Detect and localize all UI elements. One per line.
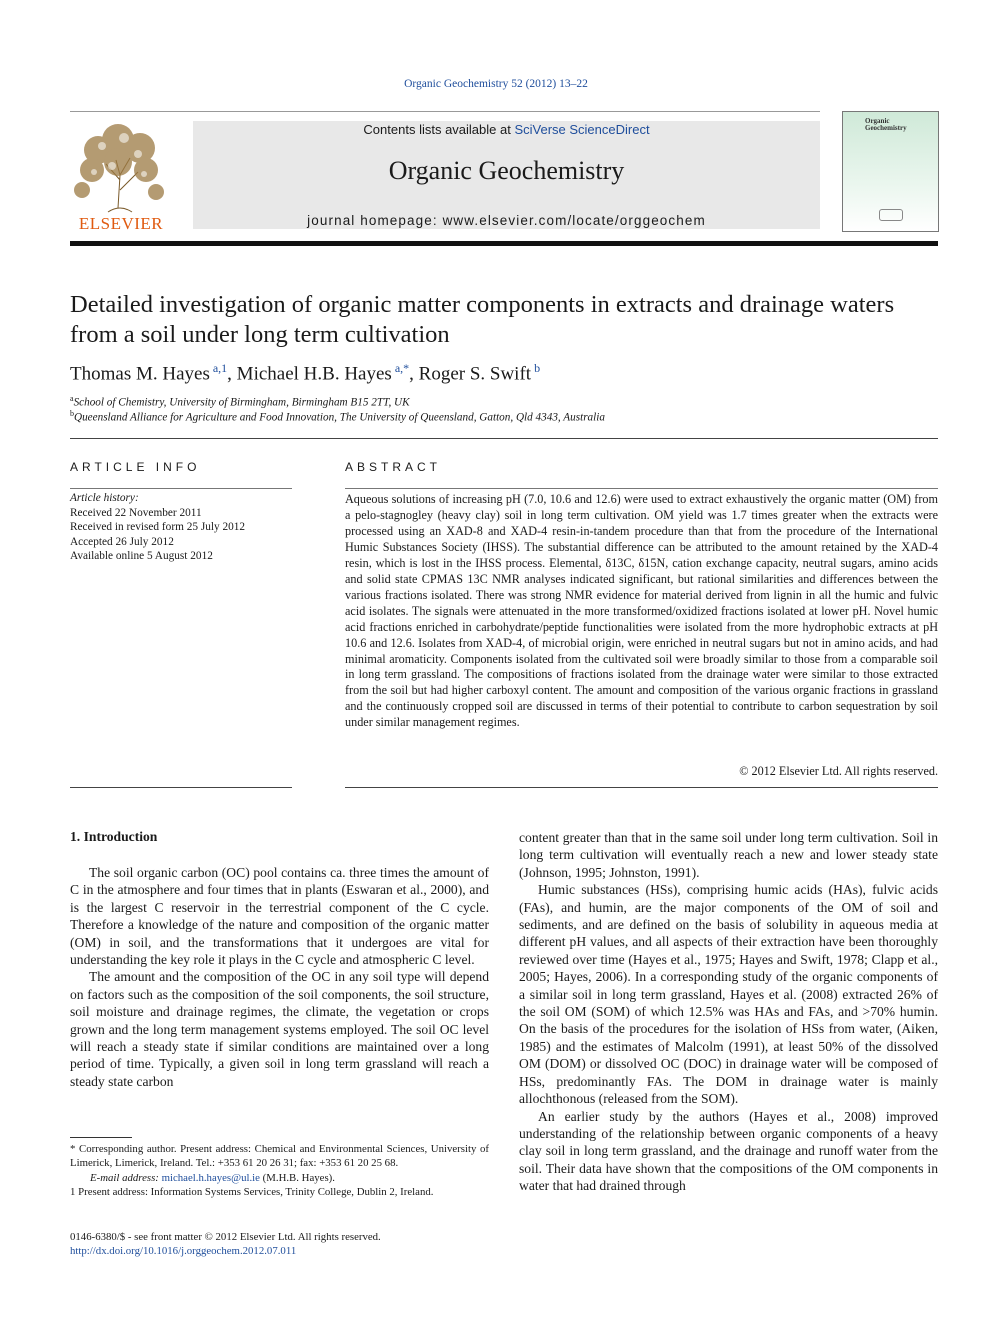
history-item: Received 22 November 2011 (70, 506, 202, 519)
body-paragraph: The amount and the composition of the OC in any soil type will depend on factors such as the composition of the soil components, the soil structure, soil moisture and drainage regimes, the climate, the vegetation or crops grown and the long term management systems employed. The soil OC level will reach a steady state if similar conditions are maintained over a long period of time. Typically, a given soil in long term grassland will reach a steady state carbon (70, 969, 489, 1089)
author-affiliation-marker[interactable]: b (531, 361, 541, 375)
contents-prefix: Contents lists available at (363, 122, 515, 137)
affiliation-key: a (70, 394, 74, 403)
header-divider (70, 111, 820, 112)
body-paragraph: An earlier study by the authors (Hayes et al., 2008) improved understanding of the relationship between organic components of a heavy clay soil in long term grassland, and the drainage and runoff water from the soil. Their data have shown that the compositions of the OM components in water that had drained through (519, 1108, 938, 1194)
abstract-bottom-divider (345, 787, 938, 788)
elsevier-logo (68, 120, 174, 232)
article-info-heading: ARTICLE INFO (70, 460, 201, 474)
cover-logo-icon (879, 209, 903, 221)
journal-name: Organic Geochemistry (388, 156, 625, 185)
body-left-column (70, 864, 489, 1090)
homepage-link[interactable]: www.elsevier.com/locate/orggeochem (442, 213, 706, 228)
contents-line (193, 122, 820, 137)
history-heading: Article history: (70, 492, 139, 504)
footnote-corresponding: * Corresponding author. Present address: Chemical and Environmental Sciences, University of Limerick, Limerick, Ireland. Tel.: +353 61 20 26 31; fax: +353 61 20 25 68. (70, 1143, 489, 1170)
abstract-copyright: © 2012 Elsevier Ltd. All rights reserved. (739, 764, 938, 778)
body-paragraph: The soil organic carbon (OC) pool contains ca. three times the amount of C in the atmosphere and four times that in plants (Eswaran et al., 2000), and is the largest C reservoir in the terrestrial component of the C cycle. Therefore a knowledge of the nature and composition of the organic matter (OM) in soil, and the transformations that it undergoes are vital for understanding the key role it plays in the C cycle and atmospheric C level. (70, 865, 489, 968)
affiliation-b (70, 409, 605, 424)
abstract-divider (345, 488, 938, 489)
author-email-link[interactable]: michael.h.hayes@ul.ie (161, 1171, 260, 1184)
body-paragraph: Humic substances (HSs), comprising humic acids (HAs), fulvic acids (FAs), and humin, are the major components of the OM of soil and sediments, and are defined on the basis of solubility in aqueous media at different pH values, and all aspects of their extraction have been thoroughly reviewed over time (Hayes et al., 1975; Hayes and Swift, 1978; Clapp et al., 2005; Hayes, 2006). In a corresponding study of the organic components of a similar soil in long term grassland, Hayes et al. (2008) extracted 26% of the soil OM (SOM) of which 12.5% was HAs and FAs, and >70% humin. On the basis of the procedures for the isolation of HSs from water, (Aiken, 1985) and the estimates of Malcolm (1991), at least 50% of the dissolved OM (DOM) or dissolved OC (DOC) in drainage water will be composed of HSs, predominantly FAs. The DOM in drainage water is mainly allochthonous (released from the SOM). (519, 882, 938, 1107)
author-affiliation-marker[interactable]: a,1 (209, 361, 228, 375)
author-separator: , (227, 363, 237, 385)
author-name: Roger S. Swift (418, 363, 532, 385)
email-label: E-mail address: (90, 1171, 162, 1184)
history-item: Received in revised form 25 July 2012 (70, 521, 246, 534)
body-right-column (519, 829, 938, 1195)
issn-line: 0146-6380/$ - see front matter © 2012 Elsevier Ltd. All rights reserved. (70, 1231, 381, 1243)
article-title: Detailed investigation of organic matter components in extracts and drainage waters from a soil under long term cultivation (70, 291, 895, 348)
section-heading-introduction: 1. Introduction (70, 829, 158, 844)
footnote-email (70, 1171, 489, 1185)
issn-block (70, 1230, 570, 1259)
article-info-divider (70, 488, 292, 489)
history-item: Accepted 26 July 2012 (70, 535, 174, 548)
author-affiliation-marker[interactable]: a,* (391, 361, 410, 375)
homepage-prefix: journal homepage: (307, 213, 443, 228)
article-info-bottom-divider (70, 787, 292, 788)
cover-title-line-2: Geochemistry (865, 124, 907, 132)
abstract-heading: ABSTRACT (345, 460, 442, 474)
affiliation-text: Queensland Alliance for Agriculture and Food Innovation, The University of Queensland, Gatton, Qld 4343, Australia (74, 411, 605, 424)
history-item: Available online 5 August 2012 (70, 550, 213, 563)
footnotes (70, 1142, 489, 1200)
author-name: Thomas M. Hayes (70, 363, 210, 385)
journal-citation-link[interactable]: Organic Geochemistry 52 (2012) 13–22 (404, 78, 588, 90)
elsevier-wordmark: ELSEVIER (78, 214, 164, 232)
author-separator: , (409, 363, 419, 385)
sciencedirect-link[interactable]: SciVerse ScienceDirect (514, 122, 650, 137)
body-paragraph: content greater than that in the same soil under long term cultivation. Soil in long term cultivation will eventually reach a new and lower steady state (Johnson, 1995; Johnston, 1991). (519, 830, 938, 880)
affiliation-text: School of Chemistry, University of Birmingham, Birmingham B15 2TT, UK (73, 396, 410, 409)
article-history (70, 491, 292, 564)
title-divider (70, 438, 938, 439)
footnote-divider (70, 1137, 132, 1138)
abstract-text: Aqueous solutions of increasing pH (7.0, 10.6 and 12.6) were used to extract exhaustively the organic matter (OM) from a pelo-stagnogley (heavy clay) soil in long term cultivation. OM yield was 1.7 times greater when the extracts were processed using an XAD-8 and XAD-4 resin-in-tandem procedure than that from the procedure of the International Humic Substances Society (IHSS). The substantial difference can be attributed to the amount retained by the XAD-4 resin, which is lost in the IHSS process. Elemental, δ13C, δ15N, cation exchange capacity, neutral sugars, amino acids and solid state CPMAS 13C NMR analyses indicated significant, but rational similarities and differences between the various fractions isolated. There was strong NMR evidence for material derived from lignin in all the humic and fulvic acid isolates. The signals were attenuated in the more transformed/oxidized fractions isolated at lower pH. Novel humic acid fractions enriched in carbohydrate/peptide functionalities were isolated from the more hydrophobic extracts at pH 10.6 and 12.6. Isolates from XAD-4, of microbial origin, were enriched in neutral sugars but not in amino acids, and had minimal aromaticity. Components isolated from the cultivated soil were broadly similar to those from a comparable soil in long term grassland. The compositions of fractions isolated from the drainage water were similar to those extracted from the soil but had higher carboxyl content. The amount and composition of the various organic fractions in grassland and the continuously cropped soil are discussed in terms of their potential to contribute to carbon sequestration by soil under similar management regimes. (345, 492, 938, 730)
author-list (70, 361, 930, 385)
cover-title-line-1: Organic (865, 117, 890, 125)
journal-cover-thumbnail[interactable] (842, 111, 939, 232)
author-name: Michael H.B. Hayes (236, 363, 392, 385)
journal-homepage (193, 213, 820, 228)
affiliation-a (70, 394, 410, 409)
header-thick-rule (70, 241, 938, 246)
cover-title (865, 118, 907, 132)
doi-link[interactable]: http://dx.doi.org/10.1016/j.orggeochem.2012.07.011 (70, 1245, 297, 1258)
affiliation-key: b (70, 409, 74, 418)
footnote-present-address: 1 Present address: Information Systems Services, Trinity College, Dublin 2, Ireland. (70, 1186, 434, 1199)
email-suffix: (M.H.B. Hayes). (259, 1171, 335, 1184)
